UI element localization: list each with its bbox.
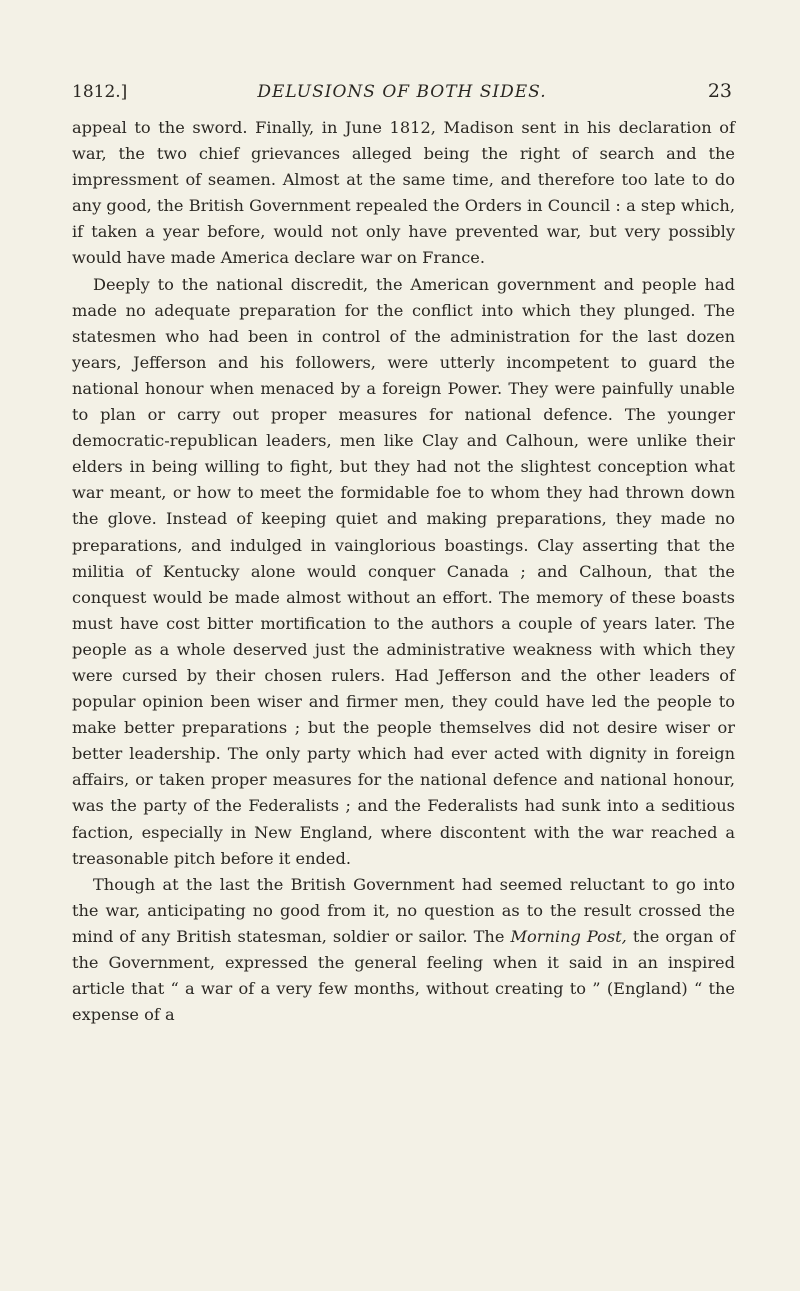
page-number: 23 bbox=[707, 80, 732, 102]
paragraph-3 bbox=[72, 872, 735, 1029]
paragraph-1: appeal to the sword. Finally, in June 1812, Madison sent in his declaration of war, the two chief grievances alleged being the right of search and the impressment of seamen. Almost at the same time, and therefore too late to do any good, the British Government repealed the Orders in Council : a step which, if taken a year before, would not only have prevented war, but very possibly would have made America declare war on France. bbox=[72, 118, 735, 268]
paragraph-3-part-1: Though at the last the British Government had seemed reluctant to go into the war, anticipating no good from it, no question as to the result crossed the mind of any British statesman, soldier or sailor. The bbox=[72, 874, 735, 946]
running-head bbox=[72, 80, 732, 108]
running-head-title: DELUSIONS OF BOTH SIDES. bbox=[257, 82, 547, 102]
running-head-year: 1812.] bbox=[72, 82, 128, 102]
paragraph-2: Deeply to the national discredit, the American government and people had made no adequate preparation for the conflict into which they plunged. The statesmen who had been in control of the administration for the last dozen years, Jefferson and his followers, were utterly incompetent to guard the national honour when menaced by a foreign Power. They were painfully unable to plan or carry out proper measures for national defence. The younger democratic-republican leaders, men like Clay and Calhoun, were unlike their elders in being willing to fight, but they had not the slightest conception what war meant, or how to meet the formidable foe to whom they had thrown down the glove. Instead of keeping quiet and making preparations, they made no preparations, and indulged in vainglorious boastings. Clay asserting that the militia of Kentucky alone would conquer Canada ; and Calhoun, that the conquest would be made almost without an effort. The memory of these boasts must have cost bitter mortification to the authors a couple of years later. The people as a whole deserved just the administrative weakness with which they were cursed by their chosen rulers. Had Jefferson and the other leaders of popular opinion been wiser and firmer men, they could have led the people to make better preparations ; but the people themselves did not desire wiser or better leadership. The only party which had ever acted with dignity in foreign affairs, or taken proper measures for the national defence and national honour, was the party of the Federalists ; and the Federalists had sunk into a seditious faction, especially in New England, where discontent with the war reached a treasonable pitch before it ended. bbox=[72, 274, 735, 868]
body-text bbox=[72, 115, 735, 1028]
newspaper-title: Morning Post, bbox=[510, 926, 627, 946]
paragraph-3-part-2: the organ of the Government, expressed the general feeling when it said in an inspired article that “ a war of a very few months, without creating to ” (England) “ the expense of a bbox=[72, 926, 735, 1025]
